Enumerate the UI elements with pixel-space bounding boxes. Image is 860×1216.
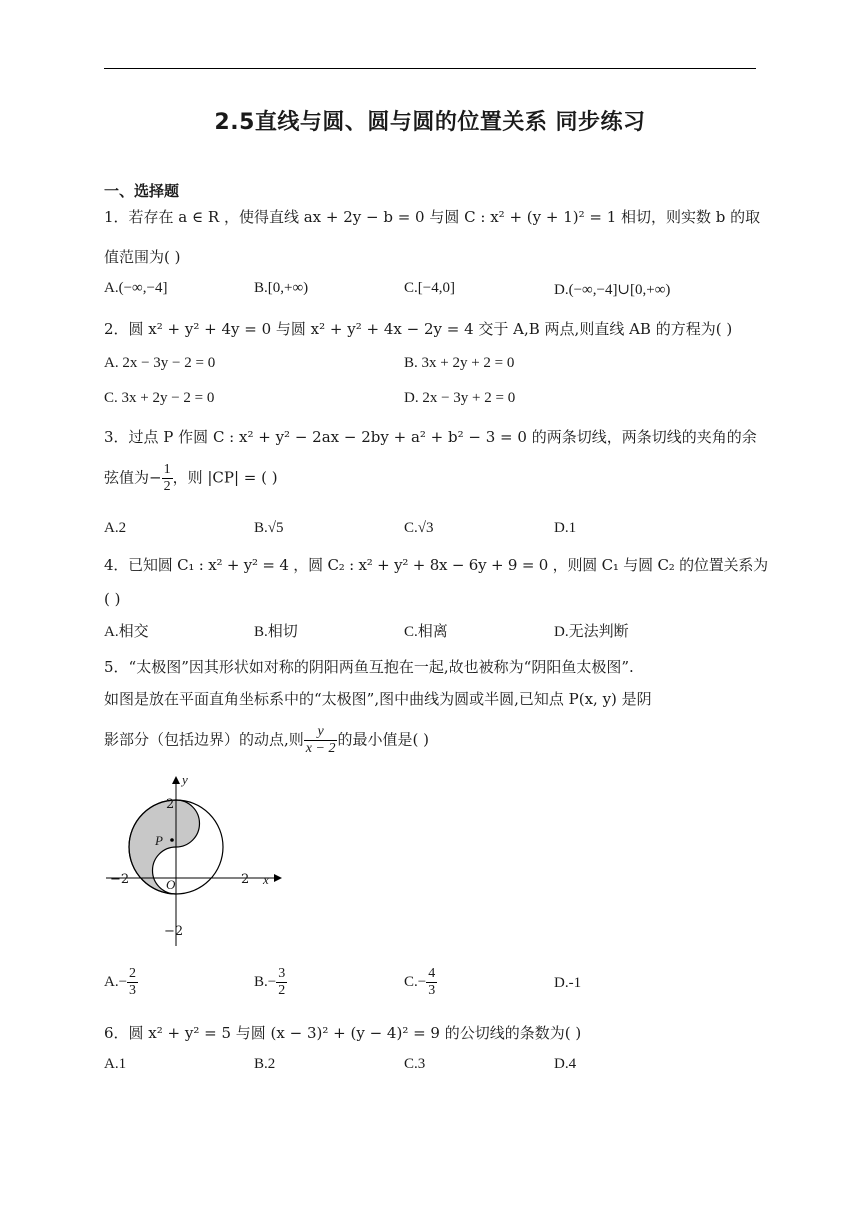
q6-option-a: A.1	[104, 1056, 127, 1072]
fig-tick-y-neg: −2	[164, 924, 184, 939]
fig-x-label: x	[263, 872, 269, 887]
q5-frac-num: y	[304, 724, 338, 741]
q4-option-a: A.相交	[104, 624, 149, 640]
section-heading: 一、选择题	[104, 182, 180, 200]
q3-stem-line1: 3．过点 P 作圆 C : x² + y² − 2ax − 2by + a² + b² − 3 = 0 的两条切线，两条切线的夹角的余	[104, 428, 757, 446]
q5-b-den: 2	[278, 983, 286, 998]
q1-option-a: A.(−∞,−4]	[104, 280, 168, 296]
q5-c-prefix: C.−	[404, 973, 427, 990]
q3-option-a: A.2	[104, 520, 127, 536]
q3-option-b: B.√5	[254, 520, 284, 536]
q4-option-c: C.相离	[404, 624, 448, 640]
q2-option-a: A. 2x − 3y − 2 = 0	[104, 355, 216, 371]
q3-option-c: C.√3	[404, 520, 434, 536]
fig-y-label: y	[182, 772, 188, 787]
q5-c-num: 4	[428, 966, 436, 981]
q6-option-d: D.4	[554, 1056, 577, 1072]
q5-stem-line3	[104, 724, 429, 757]
q3-option-d: D.1	[554, 520, 577, 536]
q3-line2-suffix: ，则 |CP| = ( )	[172, 468, 278, 487]
x-axis-arrow	[274, 874, 282, 882]
q5-fraction	[304, 724, 338, 757]
q5-c-fraction	[426, 966, 437, 999]
q3-stem-line2	[104, 462, 278, 495]
q2-stem: 2．圆 x² + y² + 4y = 0 与圆 x² + y² + 4x − 2y = 4 交于 A,B 两点,则直线 AB 的方程为( )	[104, 320, 733, 338]
q5-stem-line1: 5．“太极图”因其形状如对称的阴阳两鱼互抱在一起,故也被称为“阴阳鱼太极图”.	[104, 658, 634, 676]
fig-tick-x-neg: −2	[110, 872, 130, 887]
q5-c-den: 3	[428, 983, 436, 998]
q5-a-num: 2	[129, 966, 137, 981]
q5-a-den: 3	[129, 983, 137, 998]
shaded-region	[129, 800, 199, 894]
fig-origin-label: O	[166, 877, 176, 892]
fig-p-label: P	[155, 833, 163, 848]
q5-line3-prefix: 影部分（包括边界）的动点,则	[104, 730, 304, 749]
y-axis-arrow	[172, 776, 180, 784]
q3-line2-prefix: 弦值为−	[104, 468, 162, 487]
q5-b-num: 3	[278, 966, 286, 981]
q5-option-b	[254, 966, 287, 999]
q1-option-c: C.[−4,0]	[404, 280, 455, 296]
q5-b-prefix: B.−	[254, 973, 277, 990]
q3-fraction	[162, 462, 173, 495]
q3-frac-den: 2	[163, 479, 171, 494]
q1-stem-line1: 1．若存在 a ∈ R ，使得直线 ax + 2y − b = 0 与圆 C : x² + (y + 1)² = 1 相切，则实数 b 的取	[104, 208, 761, 226]
q1-option-b: B.[0,+∞)	[254, 280, 309, 296]
q1-option-d: D.(−∞,−4]∪[0,+∞)	[554, 282, 671, 298]
q4-stem-line2: ( )	[104, 590, 121, 608]
fig-tick-x-pos: 2	[241, 872, 250, 887]
q5-option-d: D.-1	[554, 975, 582, 991]
q5-a-fraction	[127, 966, 138, 999]
q4-option-d: D.无法判断	[554, 624, 629, 640]
q5-option-c	[404, 966, 437, 999]
q5-b-fraction	[276, 966, 287, 999]
q5-stem-line2: 如图是放在平面直角坐标系中的“太极图”,图中曲线为圆或半圆,已知点 P(x, y) 是阴	[104, 690, 652, 708]
q5-a-prefix: A.−	[104, 973, 128, 990]
point-p	[170, 838, 174, 842]
page-title: 2.5直线与圆、圆与圆的位置关系 同步练习	[214, 110, 646, 135]
q4-option-b: B.相切	[254, 624, 298, 640]
top-rule	[104, 68, 756, 69]
q3-frac-num: 1	[163, 462, 171, 477]
q2-option-b: B. 3x + 2y + 2 = 0	[404, 355, 515, 371]
q6-stem: 6．圆 x² + y² = 5 与圆 (x − 3)² + (y − 4)² = 9 的公切线的条数为( )	[104, 1024, 582, 1042]
q6-option-b: B.2	[254, 1056, 276, 1072]
q2-option-c: C. 3x + 2y − 2 = 0	[104, 390, 215, 406]
q5-option-a	[104, 966, 138, 999]
taiji-figure	[106, 770, 286, 950]
q6-option-c: C.3	[404, 1056, 426, 1072]
q1-stem-line2: 值范围为( )	[104, 248, 181, 266]
fig-tick-y-pos: 2	[166, 797, 175, 812]
q5-frac-den: x − 2	[305, 741, 336, 756]
q4-stem-line1: 4．已知圆 C₁ : x² + y² = 4 ，圆 C₂ : x² + y² + 8x − 6y + 9 = 0 ，则圆 C₁ 与圆 C₂ 的位置关系为	[104, 556, 768, 574]
q2-option-d: D. 2x − 3y + 2 = 0	[404, 390, 516, 406]
q5-line3-suffix: 的最小值是( )	[337, 730, 429, 749]
